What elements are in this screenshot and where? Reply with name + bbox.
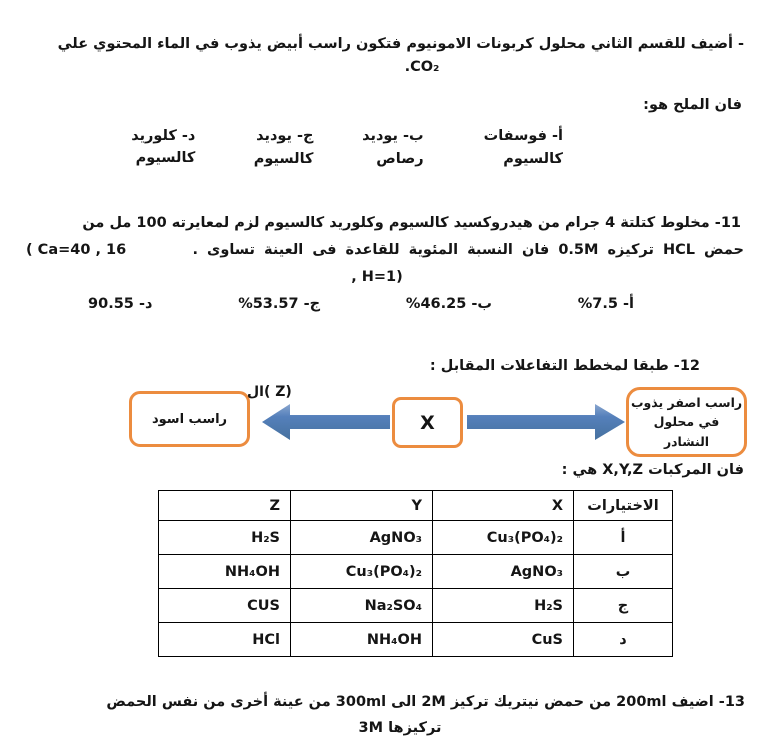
diagram-yellow-precipitate-box xyxy=(626,387,747,457)
row-d-z: HCl xyxy=(159,623,291,657)
intro-statement-line1: - أضيف للقسم الثاني محلول كربونات الامونيوم فتكون راسب أبيض يذوب في الماء المحتوي علي xyxy=(57,36,744,52)
q11-option-c: ج- 53.57% xyxy=(238,296,321,312)
q11-line3-given-values: , H=1) xyxy=(351,269,403,285)
q11-line2-text: حمض HCL تركيزه 0.5M فان النسبة المئوية للقاعدة فى العينة تساوى . xyxy=(192,242,744,258)
row-a-z: H₂S xyxy=(159,521,291,555)
row-b-y: Cu₃(PO₄)₂ xyxy=(291,555,433,589)
row-c-z: CUS xyxy=(159,589,291,623)
header-y: Y xyxy=(291,491,433,521)
intro-statement-co2: CO₂. xyxy=(404,59,440,75)
q11-statement-line2 xyxy=(26,239,744,262)
q12-compounds-prompt: فان المركبات X,Y,Z هي : xyxy=(561,462,744,478)
left-arrow-icon xyxy=(262,404,390,440)
q11-line2-given-values: ( Ca=40 , 16 xyxy=(26,242,127,258)
intro-options-row xyxy=(116,125,563,171)
right-box-text xyxy=(629,393,744,451)
diagram-z-label: ال( Z) xyxy=(247,384,292,400)
table-header-row xyxy=(159,491,673,521)
row-b-x: AgNO₃ xyxy=(433,555,574,589)
row-b-z: NH₄OH xyxy=(159,555,291,589)
header-x: X xyxy=(433,491,574,521)
q11-option-a: أ- 7.5% xyxy=(577,296,634,312)
row-d-y: NH₄OH xyxy=(291,623,433,657)
q13-statement-line1: 13- اضيف 200ml من حمض نيتريك تركيز 2M الى 300ml من عينة أخرى من نفس الحمض xyxy=(106,694,745,710)
diagram-black-precipitate-box: راسب اسود xyxy=(129,391,250,447)
table-row xyxy=(159,521,673,555)
row-d-x: CuS xyxy=(433,623,574,657)
intro-option-b: ب- يوديد رصاص xyxy=(362,128,424,167)
table-row xyxy=(159,623,673,657)
q12-answers-table xyxy=(158,490,673,657)
right-box-line1: راسب اصفر يذوب xyxy=(630,394,743,410)
intro-option-d: د- كلوريد كالسيوم xyxy=(131,128,196,166)
q11-option-d: د- 90.55 xyxy=(88,296,153,312)
diagram-x-box: X xyxy=(392,397,463,448)
q13-statement-line2: تركيزها 3M xyxy=(358,720,442,736)
q11-option-b: ب- 46.25% xyxy=(405,296,492,312)
row-a-x: Cu₃(PO₄)₂ xyxy=(433,521,574,555)
row-c-choice: ج xyxy=(574,589,673,623)
row-a-y: AgNO₃ xyxy=(291,521,433,555)
intro-option-c: ج- يوديد كالسيوم xyxy=(253,128,314,167)
row-b-choice: ب xyxy=(574,555,673,589)
row-d-choice: د xyxy=(574,623,673,657)
q11-statement-line1: 11- مخلوط كتلتة 4 جرام من هيدروكسيد كالسيوم وكلوريد كالسيوم لزم لمعايرته 100 مل من xyxy=(82,215,741,231)
table-row xyxy=(159,589,673,623)
row-c-y: Na₂SO₄ xyxy=(291,589,433,623)
row-c-x: H₂S xyxy=(433,589,574,623)
right-arrow-icon xyxy=(467,404,625,440)
salt-prompt: فان الملح هو: xyxy=(643,97,742,113)
row-a-choice: أ xyxy=(574,521,673,555)
header-z: Z xyxy=(159,491,291,521)
q11-options-row xyxy=(88,293,634,316)
right-box-line2: في محلول النشادر xyxy=(653,414,720,449)
q12-title: 12- طبقا لمخطط التفاعلات المقابل : xyxy=(429,358,700,374)
header-choices: الاختيارات xyxy=(574,491,673,521)
table-row xyxy=(159,555,673,589)
intro-question-statement xyxy=(57,33,744,79)
intro-option-a: أ- فوسفات كالسيوم xyxy=(483,128,563,167)
